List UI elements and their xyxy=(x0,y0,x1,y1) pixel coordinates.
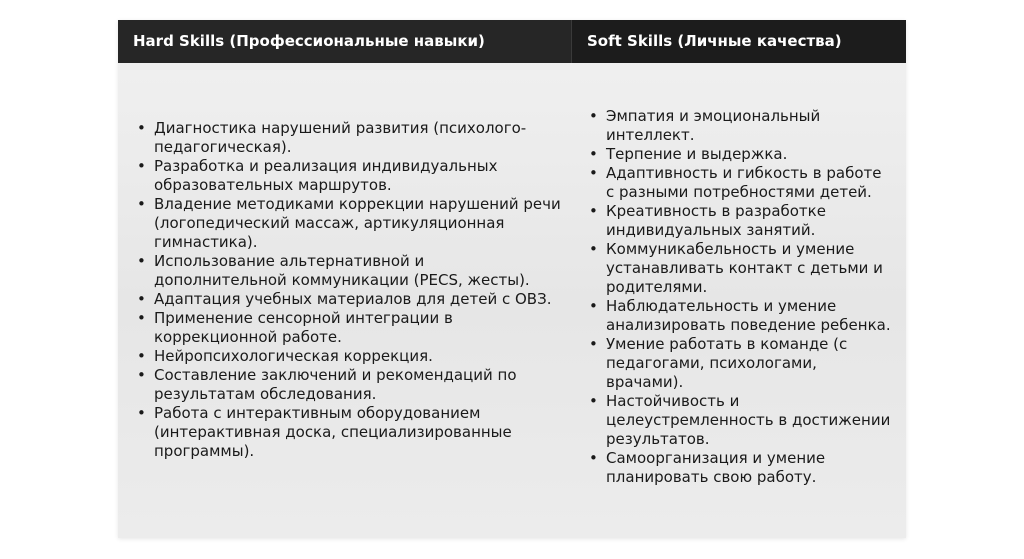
hard-skill-item: • Диагностика нарушений развития (психолого-педагогическая). xyxy=(135,119,561,157)
skills-table xyxy=(118,20,906,538)
hard-skill-item: • Работа с интерактивным оборудованием (интерактивная доска, специализированные программы). xyxy=(135,404,561,461)
soft-skill-item: • Терпение и выдержка. xyxy=(587,145,894,164)
soft-skill-item: • Умение работать в команде (с педагогами, психологами, врачами). xyxy=(587,335,894,392)
soft-skill-item: • Настойчивость и целеустремленность в достижении результатов. xyxy=(587,392,894,449)
hard-skill-item: • Использование альтернативной и дополнительной коммуникации (PECS, жесты). xyxy=(135,252,561,290)
hard-skill-item: • Применение сенсорной интеграции в коррекционной работе. xyxy=(135,309,561,347)
soft-skill-item: • Эмпатия и эмоциональный интеллект. xyxy=(587,107,894,145)
soft-skills-column xyxy=(571,63,906,538)
hard-skill-item: • Составление заключений и рекомендаций по результатам обследования. xyxy=(135,366,561,404)
soft-skill-item: • Самоорганизация и умение планировать свою работу. xyxy=(587,449,894,487)
hard-skills-list xyxy=(135,119,561,461)
soft-skill-item: • Адаптивность и гибкость в работе с разными потребностями детей. xyxy=(587,164,894,202)
soft-skill-item: • Креативность в разработке индивидуальных занятий. xyxy=(587,202,894,240)
hard-skill-item: • Нейропсихологическая коррекция. xyxy=(135,347,561,366)
hard-skill-item: • Владение методиками коррекции нарушений речи (логопедический массаж, артикуляционная гимнастика). xyxy=(135,195,561,252)
soft-skills-header: Soft Skills (Личные качества) xyxy=(571,20,906,63)
table-header xyxy=(118,20,906,63)
hard-skill-item: • Адаптация учебных материалов для детей с ОВЗ. xyxy=(135,290,561,309)
table-body xyxy=(118,63,906,538)
soft-skills-list xyxy=(587,107,894,487)
hard-skills-header: Hard Skills (Профессиональные навыки) xyxy=(118,20,571,63)
soft-skill-item: • Наблюдательность и умение анализировать поведение ребенка. xyxy=(587,297,894,335)
soft-skill-item: • Коммуникабельность и умение устанавливать контакт с детьми и родителями. xyxy=(587,240,894,297)
hard-skill-item: • Разработка и реализация индивидуальных образовательных маршрутов. xyxy=(135,157,561,195)
hard-skills-column xyxy=(118,63,571,538)
